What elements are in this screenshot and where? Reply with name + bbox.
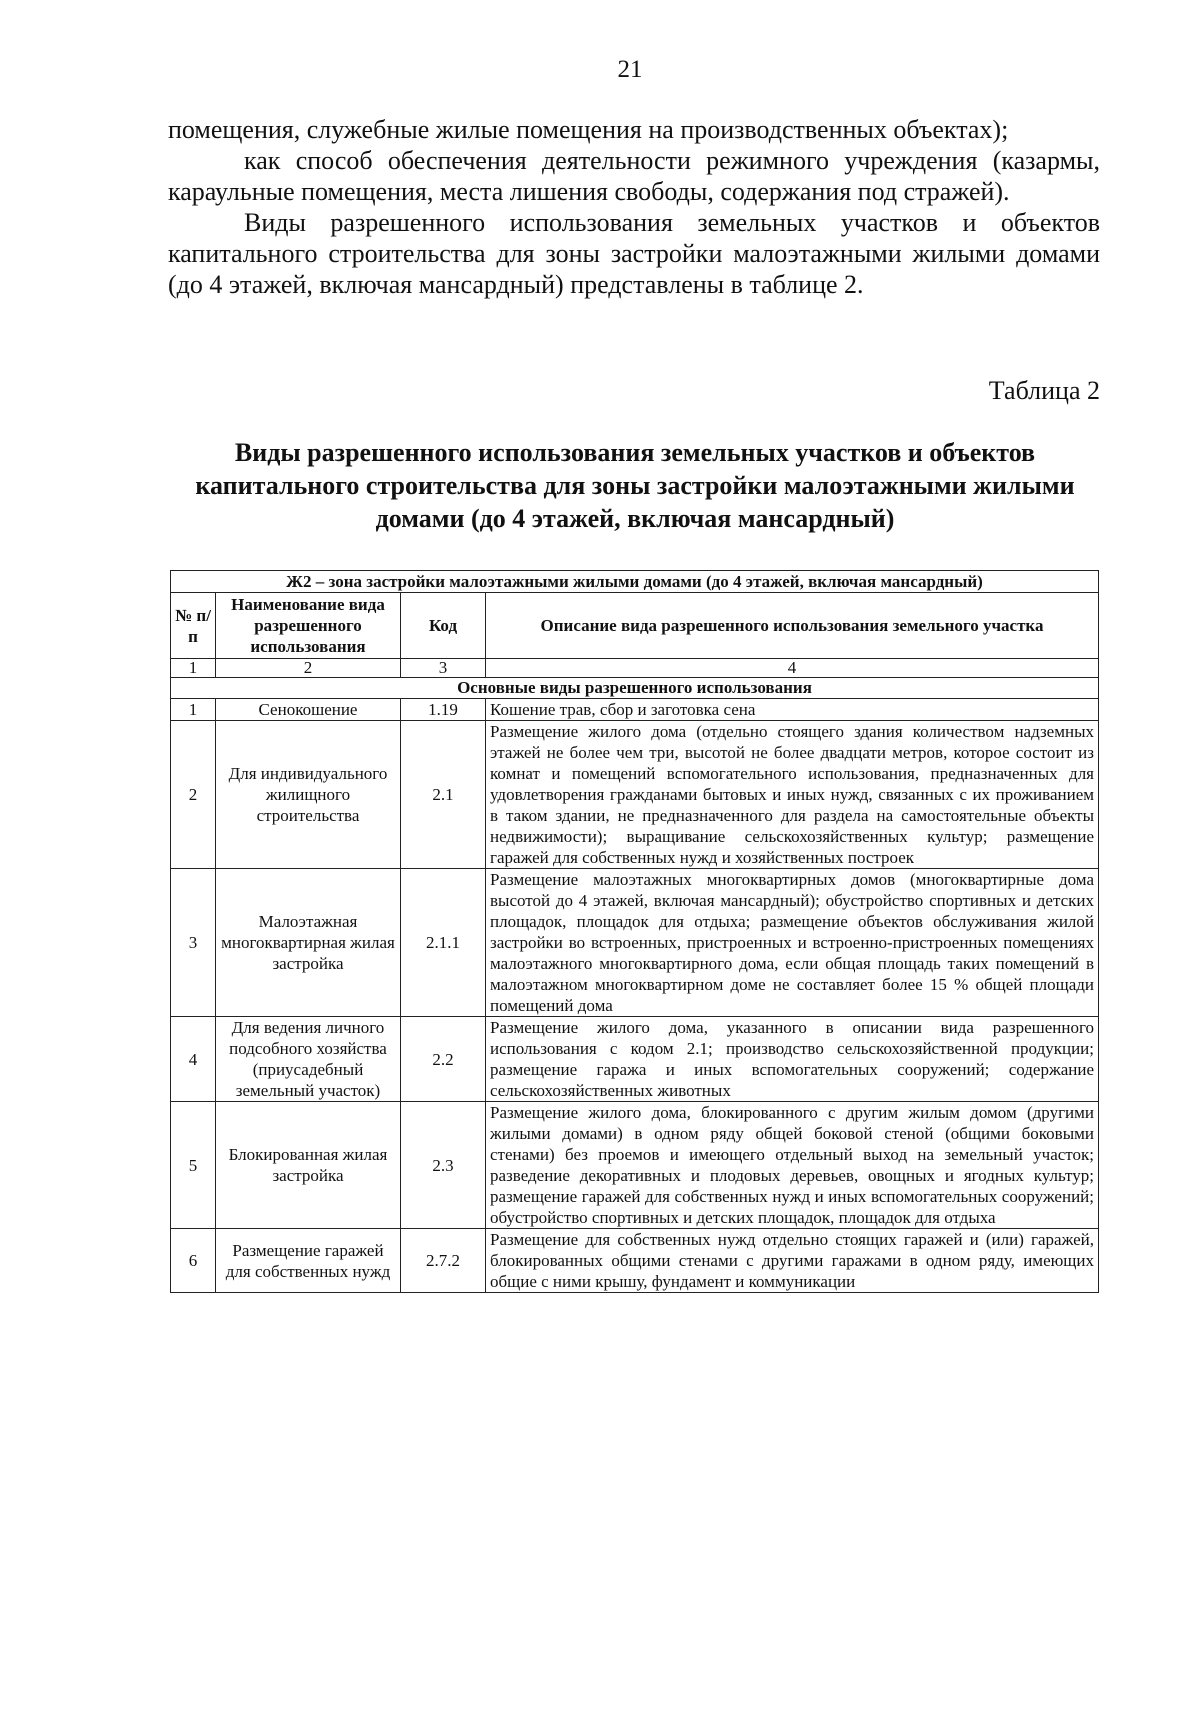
row-code: 2.1.1 bbox=[401, 869, 486, 1017]
page-number: 21 bbox=[617, 56, 643, 83]
row-number: 3 bbox=[171, 869, 216, 1017]
column-number-row bbox=[171, 659, 1099, 678]
row-number: 1 bbox=[171, 699, 216, 721]
table-row bbox=[171, 1102, 1099, 1229]
column-header-description: Описание вида разрешенного использования земельного участка bbox=[486, 593, 1099, 659]
paragraph-continuation: помещения, служебные жилые помещения на производственных объектах); bbox=[168, 115, 1009, 144]
row-description: Размещение малоэтажных многоквартирных домов (многоквартирные дома высотой до 4 этажей, включая мансардный); обустройство спортивных и детских площадок, площадок для отдыха; размещение объектов обслуживания жилой застройки во встроенных, пристроенных и встроенно-пристроенных помещениях малоэтажного многоквартирного дома, если общая площадь таких помещений в малоэтажном многоквартирном доме не составляет более 15 % общей площади помещений дома bbox=[486, 869, 1099, 1017]
row-name: Размещение гаражей для собственных нужд bbox=[216, 1229, 401, 1293]
row-description: Размещение жилого дома, блокированного с другим жилым домом (другими жилыми домами) в одном ряду общей боковой стеной (общими боковыми стенами) без проемов и имеющего отдельный выход на земельный участок; разведение декоративных и плодовых деревьев, овощных и ягодных культур; размещение гаражей для собственных нужд и иных вспомогательных сооружений; обустройство спортивных и детских площадок, площадок для отдыха bbox=[486, 1102, 1099, 1229]
row-number: 6 bbox=[171, 1229, 216, 1293]
row-name: Блокированная жилая застройка bbox=[216, 1102, 401, 1229]
land-use-table bbox=[170, 570, 1099, 1293]
row-code: 2.3 bbox=[401, 1102, 486, 1229]
table-row bbox=[171, 1229, 1099, 1293]
column-header-code: Код bbox=[401, 593, 486, 659]
row-code: 2.7.2 bbox=[401, 1229, 486, 1293]
body-text bbox=[168, 114, 1100, 300]
table-row bbox=[171, 699, 1099, 721]
row-number: 2 bbox=[171, 721, 216, 869]
zone-header-row bbox=[171, 571, 1099, 593]
table-title: Виды разрешенного использования земельных участков и объектов капитального строительства для зоны застройки малоэтажными жилыми домами (до 4 этажей, включая мансардный) bbox=[195, 438, 1075, 533]
section-header: Основные виды разрешенного использования bbox=[171, 678, 1099, 699]
row-name: Для индивидуального жилищного строительства bbox=[216, 721, 401, 869]
column-number: 2 bbox=[216, 659, 401, 678]
row-number: 5 bbox=[171, 1102, 216, 1229]
table-row bbox=[171, 721, 1099, 869]
column-header-number: № п/п bbox=[171, 593, 216, 659]
row-description: Размещение жилого дома (отдельно стоящего здания количеством надземных этажей не более чем три, высотой не более двадцати метров, которое состоит из комнат и помещений вспомогательного использования, предназначенных для удовлетворения гражданами бытовых и иных нужд, связанных с их проживанием в таком здании, не предназначенного для раздела на самостоятельные объекты недвижимости); выращивание сельскохозяйственных культур; размещение гаражей для собственных нужд и хозяйственных построек bbox=[486, 721, 1099, 869]
table-label: Таблица 2 bbox=[988, 376, 1100, 405]
row-name: Сенокошение bbox=[216, 699, 401, 721]
row-description: Размещение жилого дома, указанного в описании вида разрешенного использования с кодом 2.1; производство сельскохозяйственной продукции; размещение гаража и иных вспомогательных сооружений; содержание сельскохозяйственных животных bbox=[486, 1017, 1099, 1102]
column-number: 4 bbox=[486, 659, 1099, 678]
row-code: 2.2 bbox=[401, 1017, 486, 1102]
row-code: 1.19 bbox=[401, 699, 486, 721]
row-number: 4 bbox=[171, 1017, 216, 1102]
zone-header: Ж2 – зона застройки малоэтажными жилыми домами (до 4 этажей, включая мансардный) bbox=[171, 571, 1099, 593]
row-description: Кошение трав, сбор и заготовка сена bbox=[486, 699, 1099, 721]
table-row bbox=[171, 1017, 1099, 1102]
column-number: 1 bbox=[171, 659, 216, 678]
row-code: 2.1 bbox=[401, 721, 486, 869]
column-header-name: Наименование вида разрешенного использования bbox=[216, 593, 401, 659]
column-number: 3 bbox=[401, 659, 486, 678]
table-row bbox=[171, 869, 1099, 1017]
paragraph: как способ обеспечения деятельности режимного учреждения (казармы, караульные помещения, места лишения свободы, содержания под стражей). bbox=[168, 146, 1100, 206]
row-name: Для ведения личного подсобного хозяйства (приусадебный земельный участок) bbox=[216, 1017, 401, 1102]
row-description: Размещение для собственных нужд отдельно стоящих гаражей и (или) гаражей, блокированных общими стенами с другими гаражами в одном ряду, имеющих общие с ними крышу, фундамент и коммуникации bbox=[486, 1229, 1099, 1293]
paragraph: Виды разрешенного использования земельных участков и объектов капитального строительства для зоны застройки малоэтажными жилыми домами (до 4 этажей, включая мансардный) представлены в таблице 2. bbox=[168, 208, 1100, 299]
section-header-row bbox=[171, 678, 1099, 699]
row-name: Малоэтажная многоквартирная жилая застройка bbox=[216, 869, 401, 1017]
column-header-row bbox=[171, 593, 1099, 659]
